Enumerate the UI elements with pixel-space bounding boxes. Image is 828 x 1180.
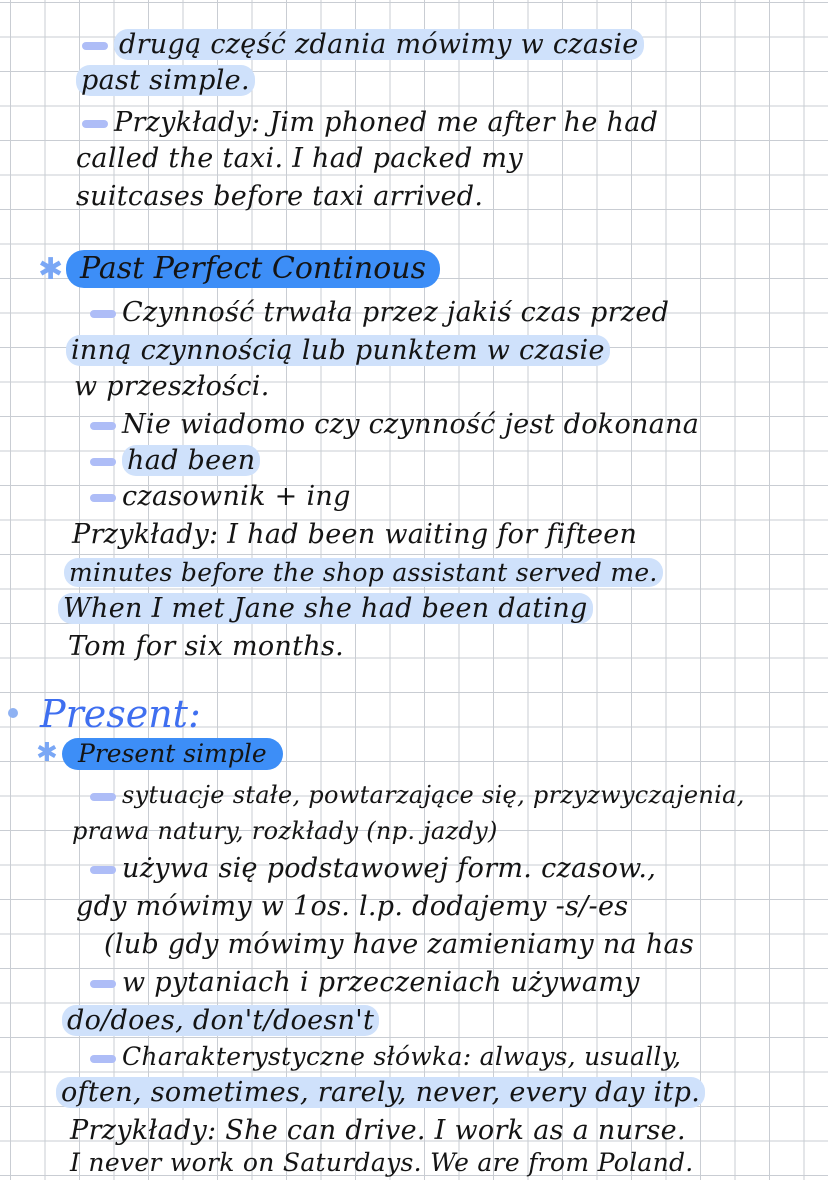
note-text: drugą część zdania mówimy w czasie [114,29,644,60]
note-text: Tom for six months. [68,631,345,662]
dash-marker-icon [82,120,108,128]
note-line [76,64,255,98]
note-text: Charakterystyczne słówka: always, usually, [122,1042,682,1071]
note-text: inną czynnością lub punktem w czasie [66,335,610,366]
note-text: prawa natury, rozkłady (np. jazdy) [72,817,498,845]
note-text: Nie wiadomo czy czynność jest dokonana [122,409,700,440]
note-text: When I met Jane she had been dating [58,593,593,624]
heading-past-perfect-continuous: Past Perfect Continous [66,250,440,288]
note-line [90,778,745,812]
note-text: minutes before the shop assistant served me. [64,558,663,587]
note-text: had been [122,445,260,476]
note-line [72,814,498,848]
note-line [90,852,656,886]
note-line [82,28,644,62]
note-text: Przykłady: She can drive. I work as a nurse. [70,1115,686,1146]
dash-marker-icon [90,422,116,430]
note-text: używa się podstawowej form. czasow., [122,853,657,884]
note-line [90,408,699,442]
dash-marker-icon [90,310,116,318]
note-line [90,296,669,330]
note-text: do/does, don't/doesn't [62,1005,379,1036]
note-line [66,334,610,368]
note-line [70,1146,694,1180]
asterisk-icon: ✱ [36,738,58,768]
note-line [76,890,628,924]
note-text: I never work on Saturdays. We are from Poland. [70,1148,694,1177]
note-text: sytuacje stałe, powtarzające się, przyzwyczajenia, [122,781,745,809]
note-text: Przykłady: I had been waiting for fifteen [72,519,638,550]
note-line [62,1004,379,1038]
dash-marker-icon [90,1055,116,1063]
note-text: czasownik + ing [122,481,351,512]
note-text: often, sometimes, rarely, never, every day itp. [56,1077,705,1108]
note-line [58,592,593,626]
dash-marker-icon [90,793,116,801]
note-line [90,444,260,478]
note-line [56,1076,705,1110]
note-text: (lub gdy mówimy have zamieniamy na has [104,929,695,960]
note-text: gdy mówimy w 1os. l.p. dodajemy -s/-es [76,891,629,922]
note-line [74,370,270,404]
note-line [82,106,658,140]
note-text: w pytaniach i przeczeniach używamy [122,967,640,998]
dash-marker-icon [90,458,116,466]
note-line [76,180,483,214]
note-line [90,966,640,1000]
dash-marker-icon [90,980,116,988]
note-line [64,556,663,590]
bullet-dot-icon [8,708,18,718]
note-text: suitcases before taxi arrived. [76,181,484,212]
note-text: called the taxi. I had packed my [76,143,523,174]
dash-marker-icon [90,494,116,502]
note-line [90,480,351,514]
asterisk-icon: ✱ [38,252,64,287]
note-text: Czynność trwała przez jakiś czas przed [122,297,670,328]
note-line [72,518,637,552]
note-line [104,928,694,962]
dash-marker-icon [90,866,116,874]
note-line [70,1114,686,1148]
note-text: past simple. [76,65,255,96]
note-line [90,1040,681,1074]
note-line [76,142,523,176]
note-text: Przykłady: Jim phoned me after he had [114,107,659,138]
note-text: w przeszłości. [74,371,270,402]
section-title-present: Present: [40,692,201,736]
dash-marker-icon [82,42,108,50]
heading-present-simple: Present simple [62,738,283,770]
note-line [68,630,344,664]
